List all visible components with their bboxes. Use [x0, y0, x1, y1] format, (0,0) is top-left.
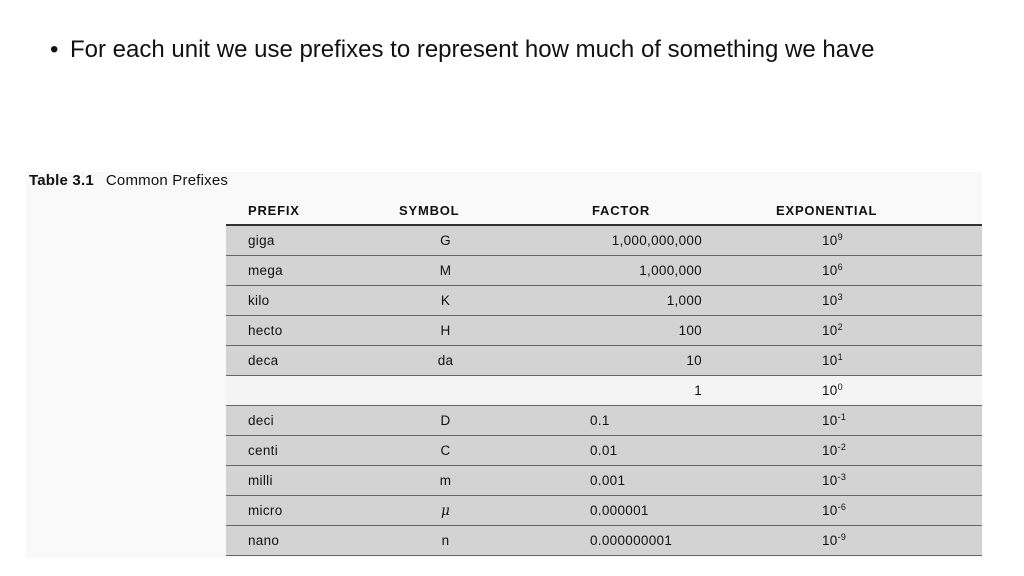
cell-factor: 0.001 — [590, 473, 626, 488]
table-caption-title: Common Prefixes — [105, 172, 229, 189]
cell-exponential — [722, 413, 952, 428]
table-row — [226, 256, 982, 286]
exponential-power: 9 — [837, 232, 843, 242]
cell-factor: 0.01 — [590, 443, 618, 458]
cell-prefix: deca — [248, 353, 279, 368]
cell-exponential — [722, 233, 952, 248]
cell-prefix: mega — [248, 263, 283, 278]
cell-exponential — [722, 263, 952, 278]
table-body — [226, 226, 982, 556]
cell-exponential — [722, 503, 952, 518]
exponential-power: 3 — [837, 292, 843, 302]
exponential-power: -6 — [837, 502, 847, 512]
cell-factor: 1,000 — [666, 293, 702, 308]
cell-prefix: centi — [248, 443, 279, 458]
cell-exponential — [722, 443, 952, 458]
table-row — [226, 436, 982, 466]
cell-symbol: n — [441, 533, 450, 548]
cell-symbol: C — [440, 443, 451, 458]
exponential-power: 1 — [837, 352, 843, 362]
exponential-base: 10 — [822, 443, 838, 458]
prefix-table-figure — [26, 172, 982, 558]
table-caption — [29, 172, 228, 190]
cell-factor: 100 — [678, 323, 702, 338]
bullet-marker: • — [50, 36, 59, 63]
exponential-base: 10 — [822, 473, 838, 488]
cell-exponential — [722, 533, 952, 548]
exponential-power: -3 — [837, 472, 847, 482]
exponential-base: 10 — [822, 383, 838, 398]
exponential-power: 2 — [837, 322, 843, 332]
exponential-power: 0 — [837, 382, 843, 392]
cell-prefix: micro — [248, 503, 283, 518]
table-header-row — [226, 196, 982, 226]
cell-prefix: giga — [248, 233, 275, 248]
table-row — [226, 346, 982, 376]
cell-factor: 1,000,000,000 — [611, 233, 702, 248]
header-factor: FACTOR — [592, 202, 651, 218]
exponential-base: 10 — [822, 293, 838, 308]
cell-prefix: kilo — [248, 293, 270, 308]
exponential-base: 10 — [822, 503, 838, 518]
cell-symbol: K — [440, 293, 451, 308]
table-row — [226, 226, 982, 256]
cell-symbol: G — [440, 233, 451, 248]
exponential-power: -9 — [837, 532, 847, 542]
cell-exponential — [722, 353, 952, 368]
cell-exponential — [722, 473, 952, 488]
exponential-base: 10 — [822, 233, 838, 248]
cell-factor: 1 — [694, 383, 702, 398]
table-row — [226, 286, 982, 316]
exponential-base: 10 — [822, 533, 838, 548]
cell-prefix: deci — [248, 413, 274, 428]
table-caption-number: Table 3.1 — [29, 172, 94, 189]
cell-factor: 0.1 — [590, 413, 610, 428]
cell-symbol: H — [440, 323, 451, 338]
table-row — [226, 496, 982, 526]
exponential-power: -2 — [837, 442, 847, 452]
cell-symbol: M — [439, 263, 452, 278]
cell-prefix: milli — [248, 473, 273, 488]
cell-factor: 0.000000001 — [590, 533, 673, 548]
table-row — [226, 466, 982, 496]
cell-exponential — [722, 323, 952, 338]
cell-prefix: hecto — [248, 323, 283, 338]
header-prefix: PREFIX — [248, 202, 300, 218]
cell-exponential — [722, 383, 952, 398]
header-exponential: EXPONENTIAL — [776, 202, 878, 218]
cell-factor: 0.000001 — [590, 503, 649, 518]
exponential-power: 6 — [837, 262, 843, 272]
cell-symbol: D — [440, 413, 451, 428]
exponential-base: 10 — [822, 353, 838, 368]
exponential-base: 10 — [822, 413, 838, 428]
cell-prefix: nano — [248, 533, 280, 548]
bullet-point — [50, 34, 890, 66]
table-row — [226, 376, 982, 406]
table-row — [226, 316, 982, 346]
cell-symbol: m — [439, 473, 452, 488]
cell-factor: 1,000,000 — [639, 263, 702, 278]
exponential-base: 10 — [822, 323, 838, 338]
cell-symbol: μ — [440, 502, 451, 519]
bullet-text: For each unit we use prefixes to represent how much of something we have — [70, 36, 875, 63]
table-row — [226, 526, 982, 556]
exponential-base: 10 — [822, 263, 838, 278]
exponential-power: -1 — [837, 412, 847, 422]
table-row — [226, 406, 982, 436]
header-symbol: SYMBOL — [399, 202, 460, 218]
cell-exponential — [722, 293, 952, 308]
cell-symbol: da — [437, 353, 454, 368]
prefix-table — [226, 196, 982, 556]
cell-factor: 10 — [686, 353, 702, 368]
